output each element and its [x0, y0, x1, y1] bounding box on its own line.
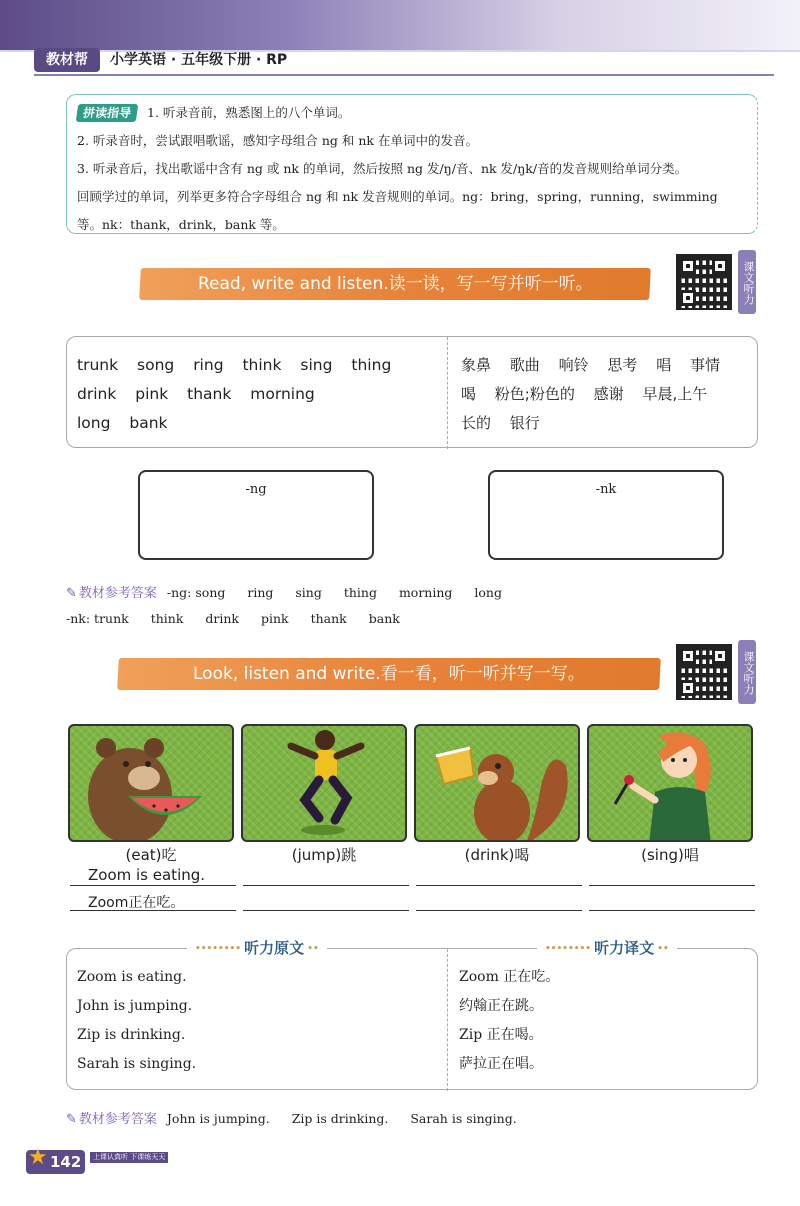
verb-label-jump: (jump)跳 — [291, 846, 357, 864]
writing-line — [70, 910, 236, 911]
word-row — [77, 409, 437, 438]
writing-line[interactable] — [416, 910, 582, 911]
ref-sentence: Zip is drinking. — [291, 1111, 389, 1126]
translation-line: Zoom 正在吃。 — [459, 969, 560, 985]
word: thing — [351, 356, 392, 374]
script-line: Sarah is singing. — [77, 1056, 197, 1072]
example-answer-zh: Zoom正在吃。 — [88, 895, 185, 911]
qr-code-icon[interactable] — [676, 644, 732, 700]
word: ring — [193, 356, 224, 374]
verb-label-drink: (drink)喝 — [464, 846, 530, 864]
guide-line: 回顾学过的单词，列举更多符合字母组合 ng 和 nk 发音规则的单词。ng：bring，spring，running，swimming — [77, 189, 718, 204]
star-icon: ★ — [28, 1145, 48, 1170]
meaning: 响铃 — [558, 356, 589, 374]
writing-line[interactable] — [589, 910, 755, 911]
guide-line: 2. 听录音时，尝试跟唱歌谣，感知字母组合 ng 和 nk 在单词中的发音。 — [77, 133, 478, 148]
listening-box — [66, 939, 758, 1090]
meaning: 唱 — [656, 356, 672, 374]
chinese-meanings — [461, 351, 751, 438]
section2-banner-text: Look, listen and write.看一看，听一听并写一写。 — [193, 664, 585, 684]
script-line: Zip is drinking. — [77, 1027, 186, 1043]
phonics-guide-box — [66, 94, 758, 234]
meaning: 思考 — [607, 356, 638, 374]
ref-word: pink — [261, 611, 289, 626]
reference-answer-section2 — [66, 1108, 535, 1127]
listening-divider — [447, 949, 448, 1091]
word: drink — [77, 385, 117, 403]
translation-line: 萨拉正在唱。 — [459, 1056, 543, 1072]
ref-word: bank — [368, 611, 400, 626]
guide-line: 等。nk：thank，drink，bank 等。 — [77, 217, 285, 232]
nk-answer-box[interactable] — [488, 470, 724, 560]
page-number: 142 — [26, 1150, 85, 1174]
meaning-row — [461, 351, 751, 380]
meaning: 粉色;粉色的 — [494, 385, 575, 403]
meaning: 象鼻 — [461, 356, 492, 374]
header-rule — [34, 74, 774, 76]
word: morning — [250, 385, 315, 403]
translation-line: 约翰正在跳。 — [459, 998, 543, 1014]
word: trunk — [77, 356, 119, 374]
header-band — [0, 0, 800, 52]
guide-line: 3. 听录音后，找出歌谣中含有 ng 或 nk 的单词，然后按照 ng 发/ŋ/音、nk 发/ŋk/音的发音规则给单词分类。 — [77, 161, 688, 176]
nk-box-label: -nk — [595, 482, 617, 497]
script-line: John is jumping. — [77, 998, 193, 1014]
meaning: 事情 — [689, 356, 720, 374]
english-words — [77, 351, 437, 438]
section2-banner — [117, 658, 661, 690]
ref-word: trunk — [94, 611, 129, 626]
ref-word: sing — [295, 585, 322, 600]
word: think — [242, 356, 282, 374]
guide-text: 1. 听录音前，熟悉图上的八个单词。 — [147, 105, 351, 120]
meaning: 早晨,上午 — [642, 385, 708, 403]
qr-label: 课文听力 — [738, 640, 756, 704]
ng-answer-box[interactable] — [138, 470, 374, 560]
section1-banner-text: Read, write and listen.读一读，写一写并听一听。 — [197, 274, 593, 294]
word: song — [137, 356, 175, 374]
ref-prefix: -nk: — [66, 611, 91, 626]
word: thank — [187, 385, 232, 403]
ref-word: ring — [247, 585, 274, 600]
meaning-row — [461, 409, 751, 438]
girl-singing-picture — [587, 724, 753, 842]
qr-label: 课文听力 — [738, 250, 756, 314]
listening-translation — [459, 963, 559, 1079]
reference-answer-nk — [66, 611, 418, 626]
guide-line — [77, 99, 747, 127]
ref-word: thing — [343, 585, 377, 600]
ref-sentence: John is jumping. — [166, 1111, 270, 1126]
word-row — [77, 351, 437, 380]
listening-script-title: ••••• 听力原文 •• — [187, 937, 327, 958]
verb-label-eat: (eat)吃 — [125, 846, 177, 864]
brand-label: 教材帮 — [34, 48, 100, 72]
meaning: 长的 — [461, 414, 492, 432]
listening-translation-title: ••••• 听力译文 •• — [537, 937, 677, 958]
writing-line — [70, 885, 236, 886]
writing-line[interactable] — [243, 910, 409, 911]
word-divider — [447, 337, 448, 449]
meaning: 银行 — [509, 414, 540, 432]
word: long — [77, 414, 111, 432]
ref-word: think — [150, 611, 184, 626]
boy-jumping-picture — [241, 724, 407, 842]
verb-label-sing: (sing)唱 — [641, 846, 699, 864]
meaning: 歌曲 — [509, 356, 540, 374]
writing-line[interactable] — [416, 885, 582, 886]
word-list-box — [66, 336, 758, 448]
example-answer-en: Zoom is eating. — [88, 866, 206, 884]
pencil-icon: ✎ 教材参考答案 — [66, 1112, 157, 1127]
squirrel-drinking-picture — [414, 724, 580, 842]
ref-sentence: Sarah is singing. — [410, 1111, 517, 1126]
word: bank — [129, 414, 168, 432]
ref-word: thank — [310, 611, 347, 626]
pencil-icon: ✎ 教材参考答案 — [66, 586, 157, 601]
series-title: 小学英语 · 五年级下册 · RP — [110, 52, 288, 68]
listening-script — [77, 963, 196, 1079]
ref-word: morning — [398, 585, 453, 600]
meaning: 感谢 — [593, 385, 624, 403]
guide-tag: 拼读指导 — [76, 104, 139, 122]
section1-banner — [139, 268, 651, 300]
script-line: Zoom is eating. — [77, 969, 187, 985]
meaning-row — [461, 380, 751, 409]
page-motto: 上课认真听 下课练天天 — [90, 1152, 168, 1163]
bear-eating-picture — [68, 724, 234, 842]
writing-line[interactable] — [589, 885, 755, 886]
ref-word: long — [474, 585, 502, 600]
qr-code-icon[interactable] — [676, 254, 732, 310]
translation-line: Zip 正在喝。 — [459, 1027, 543, 1043]
word: pink — [135, 385, 169, 403]
reference-answer-ng — [66, 582, 520, 601]
word: sing — [300, 356, 333, 374]
word-row — [77, 380, 437, 409]
meaning: 喝 — [461, 385, 477, 403]
ref-word: song — [195, 585, 226, 600]
ref-prefix: -ng: — [166, 585, 192, 600]
ref-word: drink — [205, 611, 240, 626]
writing-line[interactable] — [243, 885, 409, 886]
ng-box-label: -ng — [245, 482, 267, 497]
